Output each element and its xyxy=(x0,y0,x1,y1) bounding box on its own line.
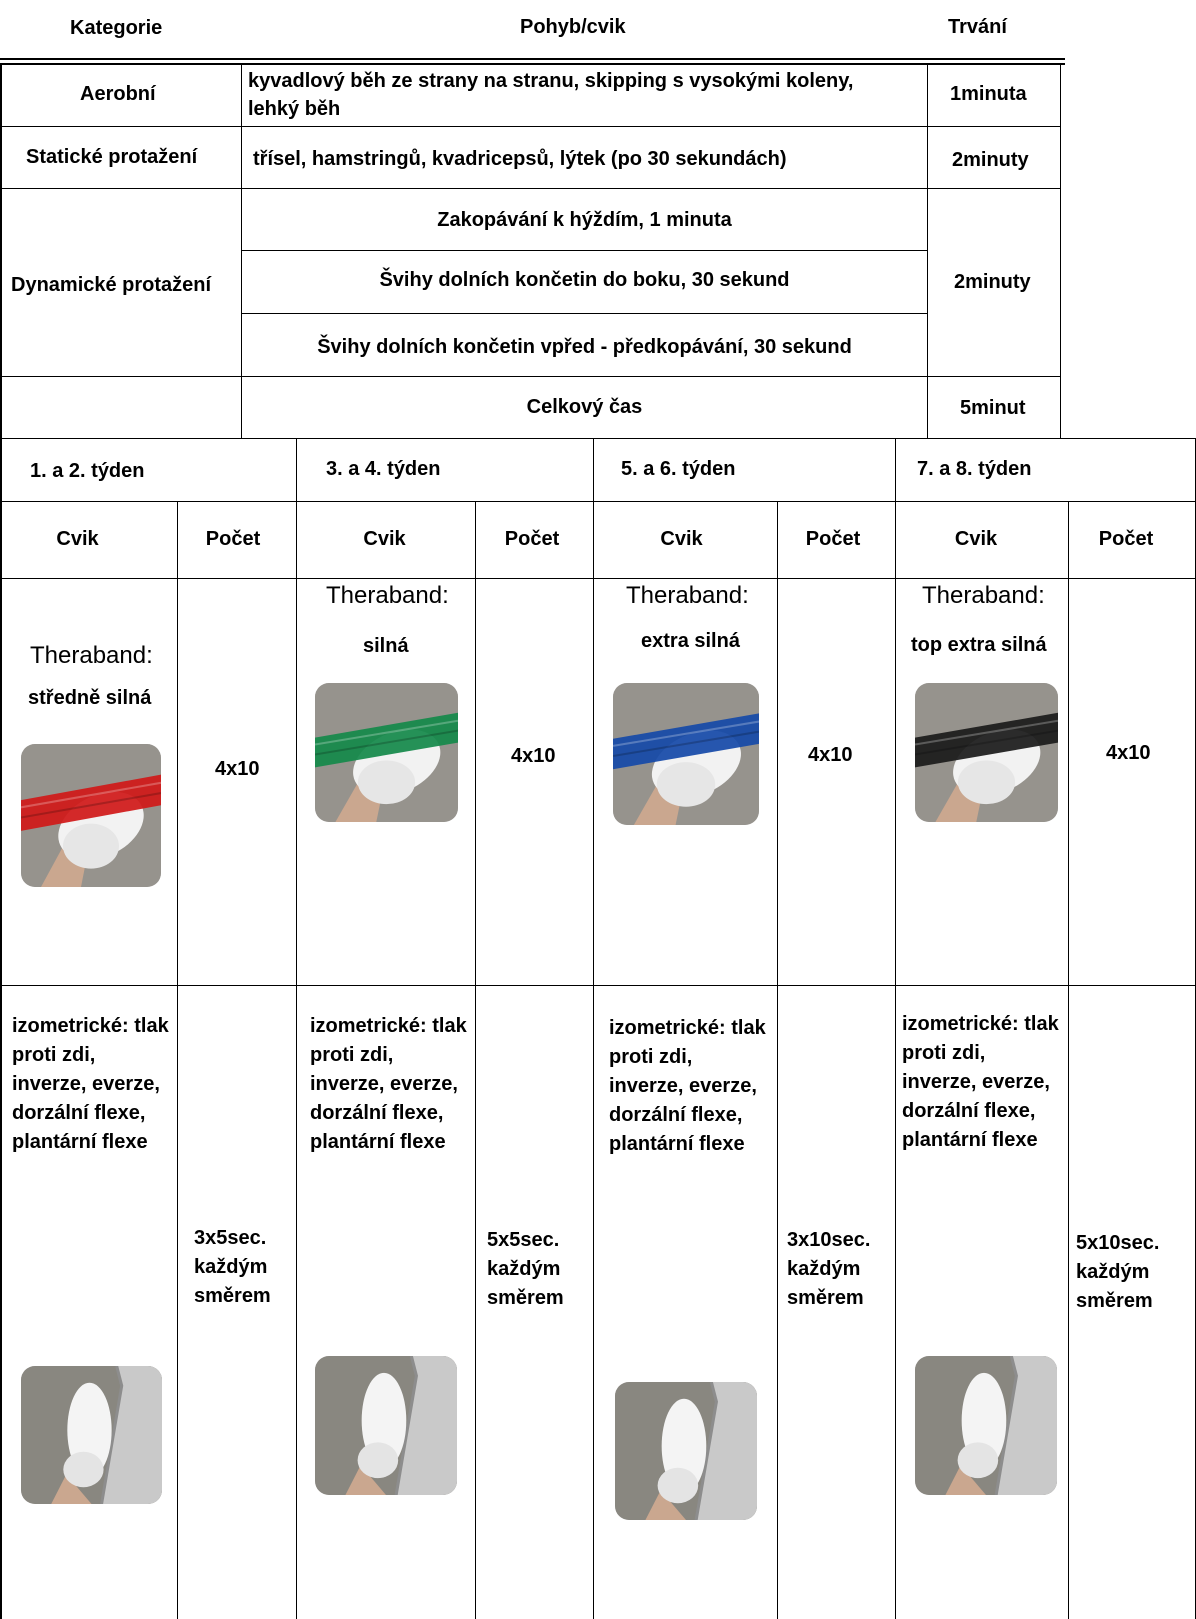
col-count-4: Počet xyxy=(1098,528,1154,550)
band-label-1: Theraband: xyxy=(30,642,153,669)
band-label-3: Theraband: xyxy=(626,582,749,609)
band-count-3: 4x10 xyxy=(808,744,853,766)
isometric-photo-3 xyxy=(615,1382,757,1520)
header-rule-2 xyxy=(0,63,1065,65)
header-movement: Pohyb/cvik xyxy=(520,16,626,38)
total-label: Celkový čas xyxy=(526,396,643,418)
iso-text-3: izometrické: tlak proti zdi, inverze, everze, dorzální flexe, plantární flexe xyxy=(609,1017,766,1155)
isometric-photo-4 xyxy=(915,1356,1057,1495)
band-count-1: 4x10 xyxy=(215,758,260,780)
row-static-duration: 2minuty xyxy=(952,149,1029,171)
row-dynamic-category: Dynamické protažení xyxy=(11,274,212,296)
row-aerobic-movement: kyvadlový běh ze strany na stranu, skipping s vysokými koleny, lehký běh xyxy=(248,70,854,120)
col-count-2: Počet xyxy=(504,528,560,550)
band-label-4: Theraband: xyxy=(922,582,1045,609)
row-aerobic-category: Aerobní xyxy=(80,83,156,105)
band-strength-4: top extra silná xyxy=(911,634,1047,656)
total-duration: 5minut xyxy=(960,397,1026,419)
week-4-header: 7. a 8. týden xyxy=(917,458,1032,480)
row-static-movement: třísel, hamstringů, kvadricepsů, lýtek (po 30 sekundách) xyxy=(253,148,787,170)
col-count-3: Počet xyxy=(805,528,861,550)
iso-count-3: 3x10sec. každým směrem xyxy=(787,1229,871,1309)
header-duration: Trvání xyxy=(948,16,1007,38)
band-strength-3: extra silná xyxy=(641,630,740,652)
theraband-photo-3 xyxy=(613,683,759,825)
week-3-header: 5. a 6. týden xyxy=(621,458,736,480)
iso-text-2: izometrické: tlak proti zdi, inverze, everze, dorzální flexe, plantární flexe xyxy=(310,1015,467,1153)
band-strength-2: silná xyxy=(363,635,409,657)
theraband-photo-2 xyxy=(315,683,458,822)
header-category: Kategorie xyxy=(70,17,163,39)
isometric-photo-2 xyxy=(315,1356,457,1495)
iso-text-4: izometrické: tlak proti zdi, inverze, everze, dorzální flexe, plantární flexe xyxy=(902,1013,1059,1151)
band-label-2: Theraband: xyxy=(326,582,449,609)
col-exercise-2: Cvik xyxy=(363,528,406,550)
row-dynamic-duration: 2minuty xyxy=(954,271,1031,293)
isometric-photo-1 xyxy=(21,1366,162,1504)
theraband-photo-4 xyxy=(915,683,1058,822)
row-aerobic-duration: 1minuta xyxy=(950,83,1027,105)
header-rule xyxy=(0,58,1065,60)
iso-text-1: izometrické: tlak proti zdi, inverze, everze, dorzální flexe, plantární flexe xyxy=(12,1015,169,1153)
row-dynamic-movement-2: Švihy dolních končetin do boku, 30 sekund xyxy=(379,269,790,291)
band-strength-1: středně silná xyxy=(28,687,152,709)
col-exercise-4: Cvik xyxy=(954,528,998,550)
week-1-header: 1. a 2. týden xyxy=(30,460,145,482)
iso-count-4: 5x10sec. každým směrem xyxy=(1076,1232,1160,1312)
col-count-1: Počet xyxy=(205,528,261,550)
band-count-4: 4x10 xyxy=(1106,742,1151,764)
col-exercise-1: Cvik xyxy=(56,528,99,550)
iso-count-1: 3x5sec. každým směrem xyxy=(194,1227,271,1307)
iso-count-2: 5x5sec. každým směrem xyxy=(487,1229,564,1309)
week-2-header: 3. a 4. týden xyxy=(326,458,441,480)
col-exercise-3: Cvik xyxy=(660,528,703,550)
row-dynamic-movement-1: Zakopávání k hýždím, 1 minuta xyxy=(437,209,732,231)
row-dynamic-movement-3: Švihy dolních končetin vpřed - předkopávání, 30 sekund xyxy=(317,336,852,358)
band-count-2: 4x10 xyxy=(511,745,556,767)
theraband-photo-1 xyxy=(21,744,161,887)
row-static-category: Statické protažení xyxy=(26,146,198,168)
